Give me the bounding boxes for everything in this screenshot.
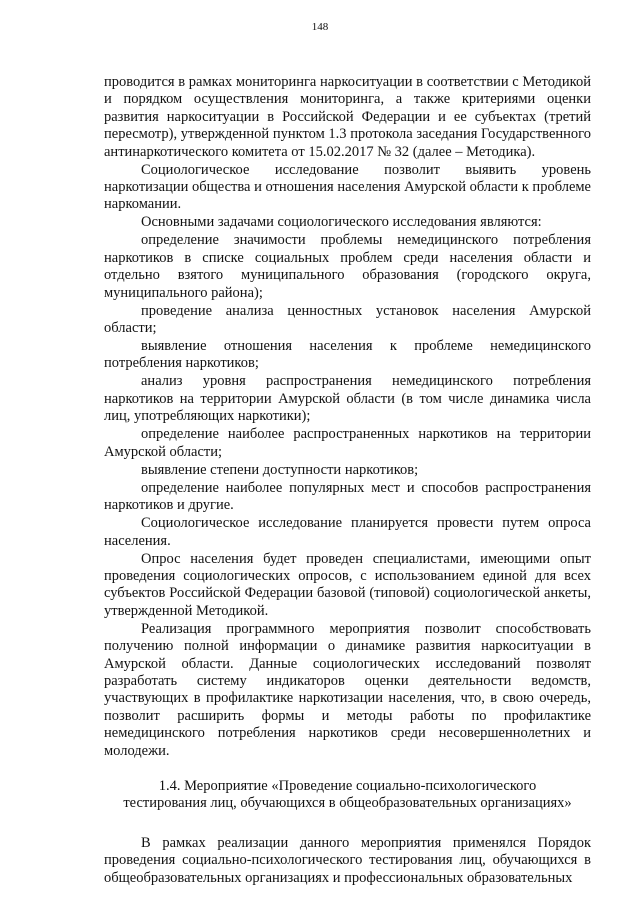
- paragraph: выявление степени доступности наркотиков;: [141, 461, 419, 478]
- paragraph: Опрос населения будет проведен специалистами, имеющими опыт проведения социологических опросов, с использованием единой для всех субъектов Российской Федерации базовой (типовой) социологической анкеты, утвержденной Методикой.: [104, 550, 591, 619]
- paragraph: определение значимости проблемы немедицинского потребления наркотиков в списке социальных проблем среди населения области и отдельно взятого муниципального образования (городского округа, муниципального района);: [104, 232, 591, 301]
- paragraph: Социологическое исследование позволит выявить уровень наркотизации общества и отношения населения Амурской области к проблеме наркомании.: [104, 161, 591, 213]
- page-number: 148: [311, 21, 329, 33]
- paragraph: проведение анализа ценностных установок населения Амурской области;: [104, 302, 591, 337]
- paragraph: проводится в рамках мониторинга наркоситуации в соответствии с Методикой и порядком осуществления мониторинга, а также критериями оценки развития наркоситуации в Российской Федерации и ее субъектах (третий пересмотр), утвержденной пунктом 1.3 протокола заседания Государственного антинаркотического комитета от 15.02.2017 № 32 (далее – Методика).: [104, 74, 591, 160]
- paragraph: анализ уровня распространения немедицинского потребления наркотиков на территории Амурской области (в том числе динамика числа лиц, употребляющих наркотики);: [104, 373, 591, 425]
- paragraph: Основными задачами социологического исследования являются:: [141, 214, 542, 231]
- section-heading-line: тестирования лиц, обучающихся в общеобразовательных организациях»: [123, 795, 572, 812]
- paragraph: выявление отношения населения к проблеме немедицинского потребления наркотиков;: [104, 338, 591, 372]
- paragraph: Социологическое исследование планируется провести путем опроса населения.: [104, 515, 591, 549]
- body-text: [104, 74, 591, 888]
- section-heading: [104, 778, 591, 813]
- section-heading-line: 1.4. Мероприятие «Проведение социально-психологического: [158, 777, 537, 794]
- paragraph: В рамках реализации данного мероприятия применялся Порядок проведения социально-психологического тестирования лиц, обучающихся в общеобразовательных организациях и профессиональных образовательных: [104, 834, 591, 886]
- paragraph: определение наиболее распространенных наркотиков на территории Амурской области;: [104, 426, 591, 460]
- paragraph: Реализация программного мероприятия позволит способствовать получению полной информации о динамике развития наркоситуации в Амурской области. Данные социологических исследований позволят разработать систему индикаторов оценки деятельности ведомств, участвующих в профилактике наркотизации населения, что, в свою очередь, позволит расширить формы и методы работы по профилактике немедицинского потребления наркотиков среди несовершеннолетних и молодежи.: [104, 620, 591, 759]
- paragraph: определение наиболее популярных мест и способов распространения наркотиков и другие.: [104, 479, 591, 514]
